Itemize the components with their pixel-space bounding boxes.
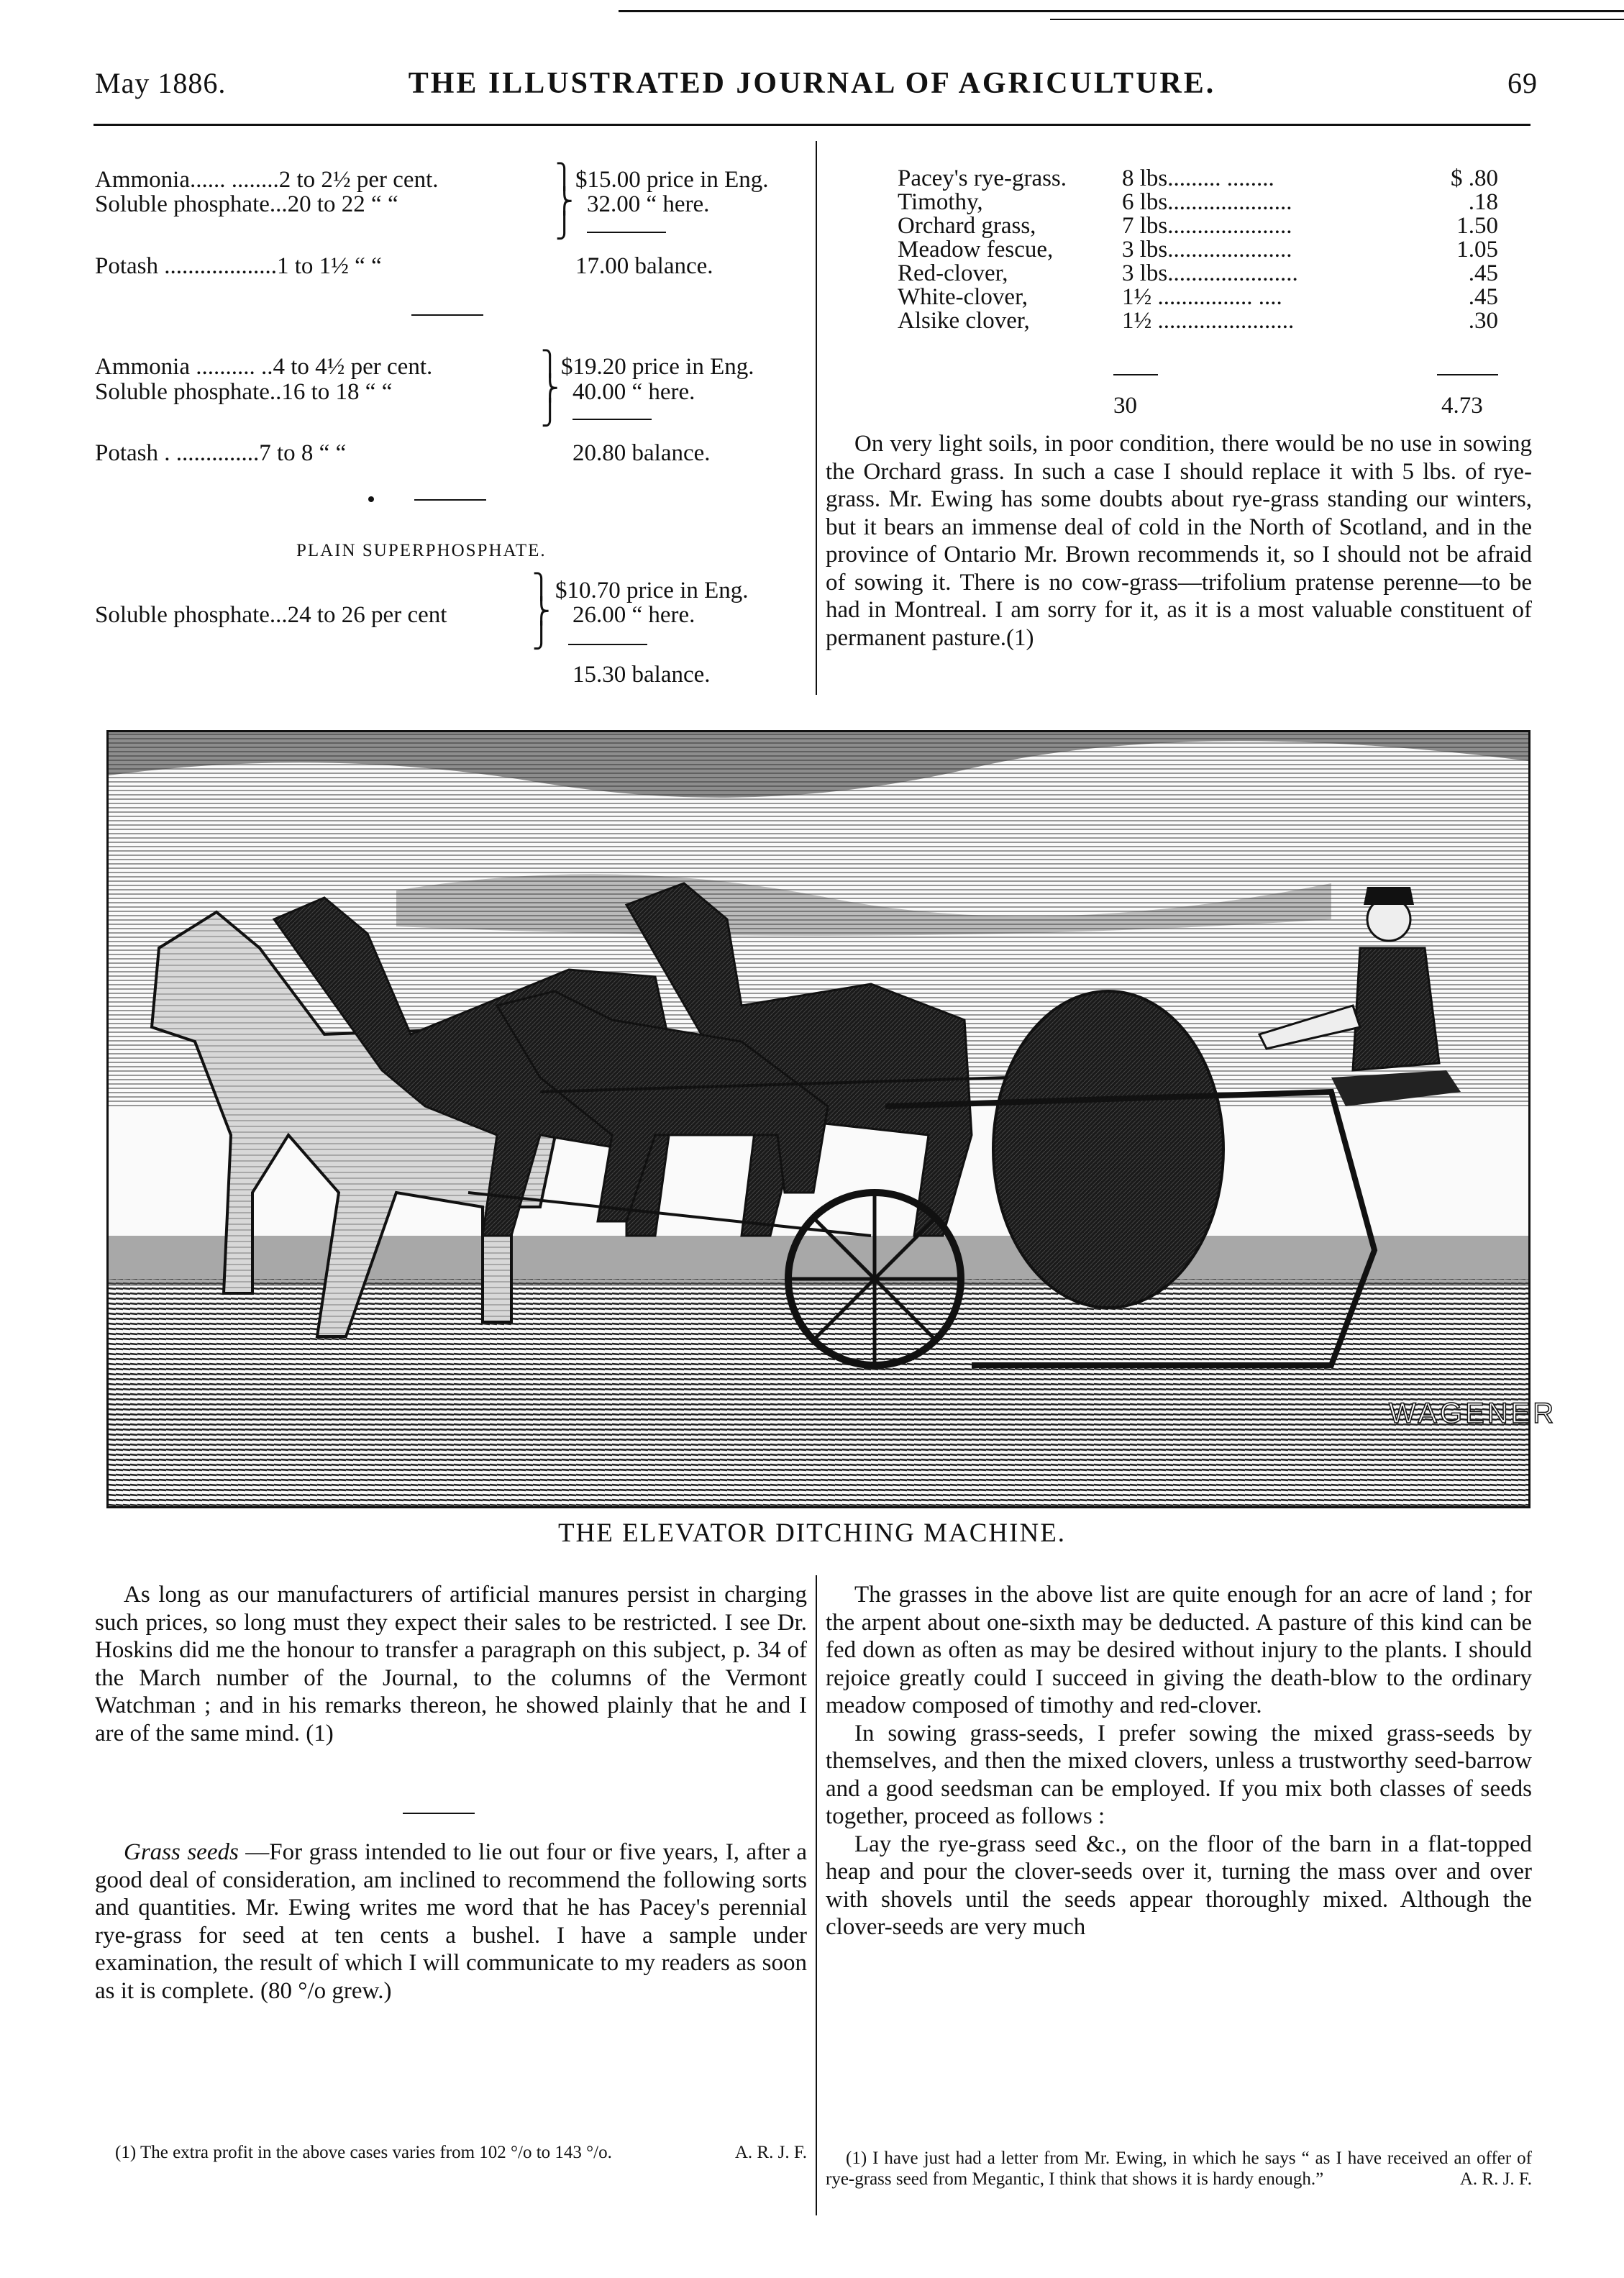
seed-row xyxy=(898,191,1498,214)
seed-row xyxy=(898,238,1498,262)
table3-price1: $10.70 price in Eng. xyxy=(555,578,749,603)
grass-seeds-text: —For grass intended to lie out four or five years, I, after a good deal of consideration, am inclined to recommend the following sorts and quantities. Mr. Ewing writes me word that he has Pacey's perennial rye-grass for seed at ten cents a bushel. I have a sample under examination, the result of which I will communicate to my readers as soon as it is complete. (80 °/o grew.) xyxy=(95,1839,807,2004)
table3-sum-rule xyxy=(568,644,647,645)
seed-name: Meadow fescue, xyxy=(898,237,1054,263)
seed-qty: 1½ ....................... xyxy=(1122,308,1295,334)
seed-qty: 3 lbs..................... xyxy=(1122,237,1292,263)
table1-price2: 32.00 “ here. xyxy=(587,191,710,217)
elevator-drum xyxy=(993,991,1223,1308)
table2-row1-label: Ammonia .......... ..4 to 4½ per cent. xyxy=(95,354,433,380)
illustration-caption: THE ELEVATOR DITCHING MACHINE. xyxy=(557,1518,1067,1548)
table2-price3: 20.80 balance. xyxy=(572,440,711,466)
journal-title: THE ILLUSTRATED JOURNAL OF AGRICULTURE. xyxy=(408,67,1216,100)
table1-price3: 17.00 balance. xyxy=(575,253,713,279)
right-col-paragraphs xyxy=(826,1581,1532,1941)
left-col-paragraph-2 xyxy=(95,1839,807,2005)
seed-name: Orchard grass, xyxy=(898,213,1036,239)
seed-value: .18 xyxy=(1468,189,1498,215)
table3-brace: ⎫ ⎬ ⎭ xyxy=(532,574,551,650)
right-col-paragraph-1: The grasses in the above list are quite enough for an acre of land ; for the arpent about one-sixth may be deducted. A pasture of this kind can be fed down as often as may be desired without injury to the plants. I should rejoice greatly could I succeed in giving the death-blow to the ordinary meadow composed of timothy and red-clover. xyxy=(826,1582,1532,1718)
seed-row xyxy=(898,214,1498,238)
left-footnote xyxy=(95,2142,807,2163)
header-rule xyxy=(93,124,1531,126)
seed-total-value: 4.73 xyxy=(1441,393,1483,419)
grass-seeds-lead: Grass seeds xyxy=(124,1839,239,1865)
seed-row xyxy=(898,262,1498,286)
seed-value: .45 xyxy=(1468,284,1498,310)
table1-price1: $15.00 price in Eng. xyxy=(575,167,769,193)
engraver-signature: WAGENER xyxy=(1389,1398,1557,1429)
table1-sum-rule xyxy=(587,232,666,233)
seed-qty: 8 lbs......... ........ xyxy=(1122,165,1274,191)
right-top-text: On very light soils, in poor condition, there would be no use in sowing the Orchard grass. In such a case I should replace it with 5 lbs. of rye-grass. Mr. Ewing has some doubts about rye-grass standing our winters, but it bears an immense deal of cold in the North of Scotland, and in the province of Ontario Mr. Brown recommends it, so I should not be afraid of sowing it. There is no cow-grass—trifolium pratense perenne—to be had in Montreal. I am sorry for it, as it is a most valuable constituent of permanent pasture.(1) xyxy=(826,431,1532,651)
column-divider-top xyxy=(816,141,817,695)
right-col-paragraph-2: In sowing grass-seeds, I prefer sowing the mixed grass-seeds by themselves, and then the mixed clovers, unless a trustworthy seed-barrow and a good seedsman can be employed. If you mix both classes of seeds together, proceed as follows : xyxy=(826,1720,1532,1829)
seed-qty: 3 lbs...................... xyxy=(1122,260,1298,286)
table2-row3-label: Potash . ..............7 to 8 “ “ xyxy=(95,440,347,466)
seed-name: Red-clover, xyxy=(898,260,1008,286)
separator-rule-2 xyxy=(414,499,486,501)
page-number: 69 xyxy=(1507,67,1538,99)
right-col-paragraph-3: Lay the rye-grass seed &c., on the floor of the barn in a flat-topped heap and pour the clover-seeds over it, turning the mass over and over with shovels until the seeds appear thoroughly mixed. Although the clover-seeds are very much xyxy=(826,1831,1532,1940)
table3-label: Soluble phosphate...24 to 26 per cent xyxy=(95,602,447,628)
seed-value: .30 xyxy=(1468,308,1498,334)
top-rule xyxy=(619,10,1624,12)
table2-row2-label: Soluble phosphate..16 to 18 “ “ xyxy=(95,379,393,405)
seed-value: .45 xyxy=(1468,260,1498,286)
column-divider-bottom xyxy=(816,1575,817,2215)
seed-row xyxy=(898,286,1498,309)
bullet-dot xyxy=(368,496,374,502)
seed-total-rule-qty xyxy=(1113,374,1158,375)
seed-name: Pacey's rye-grass. xyxy=(898,165,1067,191)
seed-qty: 6 lbs..................... xyxy=(1122,189,1292,215)
plain-superphosphate-heading: PLAIN SUPERPHOSPHATE. xyxy=(296,541,547,560)
elevator-ditching-machine-engraving xyxy=(106,730,1557,1508)
seed-value: 1.50 xyxy=(1456,213,1498,239)
table1-row2-label: Soluble phosphate...20 to 22 “ “ xyxy=(95,191,398,217)
table1-brace: ⎫ ⎬ ⎭ xyxy=(555,164,574,240)
seed-total-qty: 30 xyxy=(1113,393,1137,419)
right-footnote-text: (1) I have just had a letter from Mr. Ewing, in which he says “ as I have received an offer of rye-grass seed from Megantic, I think that shows it is hardy enough.” xyxy=(826,2149,1532,2189)
issue-date: May 1886. xyxy=(95,67,227,99)
table3-price3: 15.30 balance. xyxy=(572,662,711,688)
seed-name: Timothy, xyxy=(898,189,983,215)
top-rule-thin xyxy=(1050,19,1624,20)
seed-name: Alsike clover, xyxy=(898,308,1030,334)
separator-rule xyxy=(411,314,483,316)
right-footnote xyxy=(826,2148,1532,2190)
left-footnote-text: (1) The extra profit in the above cases varies from 102 °/o to 143 °/o. xyxy=(115,2143,612,2162)
seed-qty: 1½ ................ .... xyxy=(1122,284,1282,310)
seed-value: $ .80 xyxy=(1451,165,1498,191)
left-footnote-signature: A. R. J. F. xyxy=(734,2143,807,2162)
separator-rule-3 xyxy=(403,1813,475,1814)
seed-name: White-clover, xyxy=(898,284,1028,310)
left-col-paragraph-1 xyxy=(95,1581,807,1747)
table1-row1-label: Ammonia...... ........2 to 2½ per cent. xyxy=(95,167,439,193)
table2-price2: 40.00 “ here. xyxy=(572,379,695,405)
seed-row xyxy=(898,309,1498,333)
table1-row3-label: Potash ...................1 to 1½ “ “ xyxy=(95,253,382,279)
right-top-paragraph xyxy=(826,430,1532,652)
left-col-text: As long as our manufacturers of artificial manures persist in charging such prices, so long must they expect their sales to be restricted. I see Dr. Hoskins did me the honour to transfer a paragraph on this subject, p. 34 of the March number of the Journal, to the columns of the Vermont Watchman ; and in his remarks thereon, he showed plainly that he and I are of the same mind. (1) xyxy=(95,1582,807,1746)
right-footnote-signature: A. R. J. F. xyxy=(1459,2169,1532,2189)
seed-value: 1.05 xyxy=(1456,237,1498,263)
seed-qty: 7 lbs..................... xyxy=(1122,213,1292,239)
table2-price1: $19.20 price in Eng. xyxy=(561,354,754,380)
seed-total-rule-value xyxy=(1437,374,1498,375)
table3-price2: 26.00 “ here. xyxy=(572,602,695,628)
table2-sum-rule xyxy=(572,419,652,420)
seed-row xyxy=(898,167,1498,191)
table2-brace: ⎫ ⎬ ⎭ xyxy=(541,351,560,427)
engraving-drawing xyxy=(109,732,1557,1506)
